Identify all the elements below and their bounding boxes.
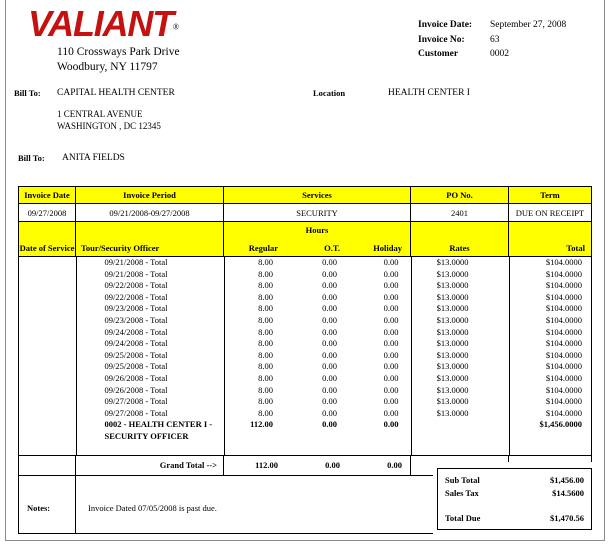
cell-date-of-service [19,361,76,373]
header-regular: Regular [248,243,278,253]
table-row [19,396,591,408]
header-holiday: Holiday [373,243,402,253]
cell-date-of-service [19,303,76,315]
header-term: Term [509,187,592,204]
total-due-row [445,512,584,525]
cell-date-of-service [19,315,76,327]
table-row [19,315,591,327]
cell-date-of-service [19,385,76,397]
cell-rate: $13.0000 [411,408,509,420]
value-invoice-period: 09/21/2008-09/27/2008 [76,204,224,222]
cell-line-total: $104.0000 [509,361,591,373]
cell-tour-officer: 09/23/2008 - Total [76,303,224,315]
cell-rate: $13.0000 [411,327,509,339]
cell-date-of-service [19,280,76,292]
header-hours: Hours [305,225,329,235]
cell-rate: $13.0000 [411,292,509,304]
cell-regular-hours: 8.00 [224,338,287,350]
cell-rate: $13.0000 [411,373,509,385]
table-row [19,361,591,373]
detail-rows-body [19,257,591,455]
grand-total-hours [224,460,410,470]
cell-tour-officer: 09/27/2008 - Total [76,408,224,420]
cell-ot-hours: 0.00 [322,396,337,407]
company-address [57,45,180,75]
cell-ot-hours: 0.00 [322,407,337,418]
summary-header-row [19,187,592,204]
company-address-line2: Woodbury, NY 11797 [57,61,158,73]
cell-rate: $13.0000 [411,350,509,362]
cell-subtotal-holiday: 0.00 [383,419,399,430]
cell-subtotal-rate [411,419,509,442]
notes-label: Notes: [19,475,76,533]
cell-ot-hours: 0.00 [322,326,337,337]
totals-spacer [445,500,584,512]
cell-ot-hours: 0.00 [322,349,337,360]
cell-date-of-service [19,408,76,420]
sub-total-label: Sub Total [445,475,480,485]
logo-wordmark: VALIANT [28,3,173,44]
cell-holiday-hours: 0.00 [383,349,399,360]
bill-to-address [57,108,161,132]
invoice-date-row [418,18,566,33]
table-row [19,408,591,420]
cell-holiday-hours: 0.00 [383,372,399,383]
cell-subtotal-label [76,419,224,442]
totals-box [437,468,592,530]
cell-regular-hours: 8.00 [224,257,287,269]
bill-to-attention-label: Bill To: [18,153,45,163]
cell-tour-officer: 09/21/2008 - Total [76,257,224,269]
cell-regular-hours: 8.00 [224,292,287,304]
cell-ot-hours: 0.00 [322,372,337,383]
cell-rate: $13.0000 [411,269,509,281]
cell-subtotal-ot: 0.00 [322,419,337,430]
grand-total-label: Grand Total --> [76,455,224,475]
header-date-of-service: Date of Service [19,222,76,257]
table-row [19,257,591,269]
cell-holiday-hours: 0.00 [383,314,399,325]
cell-tour-officer: 09/21/2008 - Total [76,269,224,281]
cell-tour-officer: 09/24/2008 - Total [76,327,224,339]
cell-subtotal-date [19,419,76,442]
filler-hol [349,443,411,455]
bill-to-attention-name: ANITA FIELDS [62,153,125,163]
table-row [19,338,591,350]
cell-line-total: $104.0000 [509,338,591,350]
cell-ot-hours: 0.00 [322,314,337,325]
cell-date-of-service [19,350,76,362]
cell-tour-officer: 09/22/2008 - Total [76,280,224,292]
cell-date-of-service [19,396,76,408]
table-row [19,385,591,397]
sales-tax-row [445,487,584,500]
header-invoice-period: Invoice Period [76,187,224,204]
cell-date-of-service [19,257,76,269]
value-term: DUE ON RECEIPT [509,204,592,222]
table-row [19,373,591,385]
cell-ot-hours: 0.00 [322,291,337,302]
detail-body-cell [19,257,592,456]
cell-regular-hours: 8.00 [224,269,287,281]
header-total: Total [509,222,592,257]
cell-tour-officer: 09/25/2008 - Total [76,361,224,373]
cell-holiday-hours: 0.00 [383,303,399,314]
filler-tour [76,443,224,455]
bill-to-label: Bill To: [14,88,41,98]
cell-line-total: $104.0000 [509,303,591,315]
cell-line-total: $104.0000 [509,385,591,397]
table-row [19,327,591,339]
cell-line-total: $104.0000 [509,292,591,304]
customer-label: Customer [418,49,459,59]
detail-body-row [19,257,592,456]
cell-line-total: $104.0000 [509,373,591,385]
cell-regular-hours: 8.00 [224,303,287,315]
hours-group [224,222,410,256]
cell-ot-hours: 0.00 [322,257,337,267]
total-due-label: Total Due [445,513,481,523]
cell-regular-hours: 8.00 [224,396,287,408]
cell-date-of-service [19,269,76,281]
cell-holiday-hours: 0.00 [383,338,399,349]
table-row [19,303,591,315]
detail-header-row [19,222,592,257]
cell-ot-hours: 0.00 [322,268,337,279]
cell-holiday-hours: 0.00 [383,396,399,407]
cell-rate: $13.0000 [411,396,509,408]
cell-tour-officer: 09/24/2008 - Total [76,338,224,350]
table-row [19,280,591,292]
cell-rate: $13.0000 [411,361,509,373]
cell-line-total: $104.0000 [509,396,591,408]
grand-total-ot: 0.00 [325,460,340,470]
cell-holiday-hours: 0.00 [383,326,399,337]
cell-holiday-hours: 0.00 [383,407,399,418]
grand-total-spacer [19,455,76,475]
cell-tour-officer: 09/27/2008 - Total [76,396,224,408]
value-po-no: 2401 [411,204,509,222]
header-tour-officer: Tour/Security Officer [76,222,224,257]
cell-tour-officer: 09/26/2008 - Total [76,373,224,385]
cell-date-of-service [19,292,76,304]
bill-to-address-line2: WASHINGTON , DC 12345 [57,121,161,131]
customer-value: 0002 [490,49,509,59]
cell-ot-hours: 0.00 [322,280,337,291]
customer-row [418,47,566,62]
cell-rate: $13.0000 [411,315,509,327]
sales-tax-value: $14.5600 [552,488,584,498]
header-services: Services [224,187,411,204]
cell-rate: $13.0000 [411,338,509,350]
filler-ot [287,443,349,455]
cell-line-total: $104.0000 [509,257,591,269]
invoice-meta [418,18,566,62]
filler-dos [19,443,76,455]
company-address-line1: 110 Crossways Park Drive [57,46,180,58]
header-hours-group-cell [224,222,411,257]
registered-trademark-icon: ® [172,22,179,32]
cell-line-total: $104.0000 [509,350,591,362]
cell-date-of-service [19,327,76,339]
detail-rows-table [19,257,591,455]
cell-tour-officer: 09/25/2008 - Total [76,350,224,362]
grand-total-regular: 112.00 [255,460,278,470]
cell-holiday-hours: 0.00 [383,257,399,267]
header-invoice-date: Invoice Date [19,187,76,204]
cell-ot-hours: 0.00 [322,384,337,395]
subtotal-row [19,419,591,442]
cell-holiday-hours: 0.00 [383,280,399,291]
table-row [19,292,591,304]
cell-ot-hours: 0.00 [322,338,337,349]
cell-rate: $13.0000 [411,257,509,269]
cell-line-total: $104.0000 [509,269,591,281]
filler-row [19,443,591,455]
total-due-value: $1,470.56 [550,513,584,523]
cell-rate: $13.0000 [411,280,509,292]
cell-line-total: $104.0000 [509,280,591,292]
subtotal-label-line1: 0002 - HEALTH CENTER I - [104,419,213,430]
header-rates: Rates [411,222,509,257]
bill-to-name: CAPITAL HEALTH CENTER [57,88,175,98]
value-invoice-date: 09/27/2008 [19,204,76,222]
cell-subtotal-regular: 112.00 [224,419,287,442]
subtotal-label-line2: SECURITY OFFICER [104,430,189,441]
cell-line-total: $104.0000 [509,315,591,327]
invoice-number-value: 63 [490,34,500,45]
value-services: SECURITY [224,204,411,222]
location-value: HEALTH CENTER I [388,88,470,98]
cell-ot-hours: 0.00 [322,303,337,314]
bill-to-address-line1: 1 CENTRAL AVENUE [57,109,143,119]
header-po-no: PO No. [411,187,509,204]
cell-regular-hours: 8.00 [224,361,287,373]
cell-regular-hours: 8.00 [224,408,287,420]
cell-subtotal-total: $1,456.0000 [509,419,591,442]
cell-regular-hours: 8.00 [224,385,287,397]
filler-rate [411,443,509,455]
invoice-date-value: September 27, 2008 [490,20,567,30]
invoice-date-label: Invoice Date: [418,20,473,30]
cell-regular-hours: 8.00 [224,280,287,292]
cell-line-total: $104.0000 [509,408,591,420]
cell-rate: $13.0000 [411,303,509,315]
cell-line-total: $104.0000 [509,327,591,339]
sales-tax-label: Sales Tax [445,488,479,498]
cell-holiday-hours: 0.00 [383,291,399,302]
filler-tot [509,443,591,455]
notes-text: Invoice Dated 07/05/2008 is past due. [76,475,592,533]
cell-tour-officer: 09/22/2008 - Total [76,292,224,304]
cell-date-of-service [19,338,76,350]
cell-regular-hours: 8.00 [224,373,287,385]
filler-reg [224,443,287,455]
cell-rate: $13.0000 [411,385,509,397]
cell-regular-hours: 8.00 [224,327,287,339]
invoice-number-label: Invoice No: [418,34,465,45]
sub-total-value: $1,456.00 [550,475,584,485]
grand-total-hours-cell [224,455,411,475]
sub-total-row [445,474,584,487]
grand-total-holiday: 0.00 [387,460,402,470]
header-ot: O.T. [324,243,340,253]
company-logo [28,3,228,44]
cell-holiday-hours: 0.00 [383,384,399,395]
location-label: Location [313,88,346,98]
cell-date-of-service [19,373,76,385]
table-row [19,350,591,362]
cell-regular-hours: 8.00 [224,315,287,327]
table-row [19,269,591,281]
hours-subheaders [224,243,410,253]
cell-regular-hours: 8.00 [224,350,287,362]
cell-tour-officer: 09/23/2008 - Total [76,315,224,327]
cell-ot-hours: 0.00 [322,361,337,372]
invoice-number-row [418,33,566,48]
cell-tour-officer: 09/26/2008 - Total [76,385,224,397]
summary-value-row [19,204,592,222]
cell-holiday-hours: 0.00 [383,268,399,279]
cell-holiday-hours: 0.00 [383,361,399,372]
